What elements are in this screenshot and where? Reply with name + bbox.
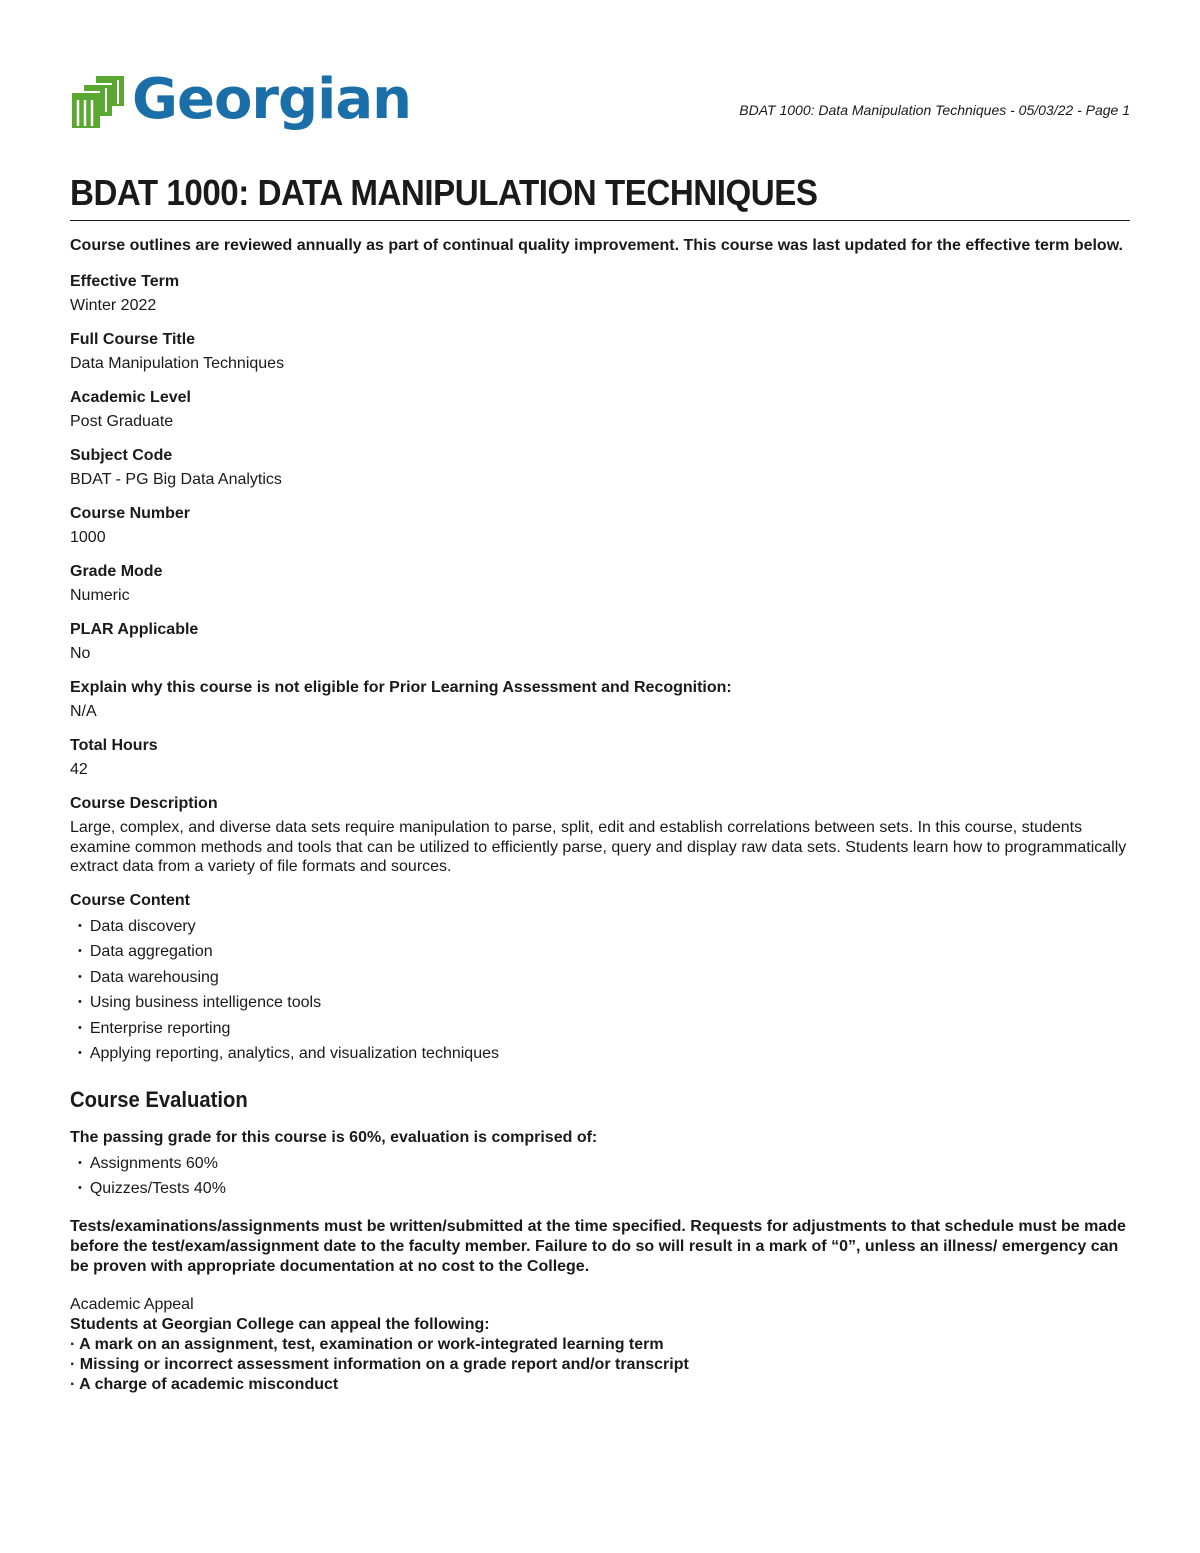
course-description: [70, 794, 1130, 877]
field-label: Course Content: [70, 891, 190, 909]
list-item: • Data discovery: [78, 915, 1130, 941]
field-label: Course Description: [70, 795, 218, 812]
list-item: • Data warehousing: [78, 966, 1130, 992]
field-plar-applicable: [70, 620, 1130, 664]
passing-grade-text: The passing grade for this course is 60%, evaluation is comprised of:: [70, 1128, 598, 1146]
logo-wordmark: Georgian: [132, 67, 411, 132]
field-subject-code: [70, 446, 1130, 490]
list-item: • Enterprise reporting: [78, 1017, 1130, 1043]
field-value: 1000: [70, 529, 106, 546]
course-content: [70, 891, 1130, 1068]
field-plar-explanation: [70, 678, 1130, 722]
field-label: Full Course Title: [70, 331, 196, 348]
page-title: BDAT 1000: DATA MANIPULATION TECHNIQUES: [70, 172, 1130, 221]
appeal-line: · Missing or incorrect assessment information on a grade report and/or transcript: [70, 1355, 689, 1373]
field-total-hours: [70, 736, 1130, 780]
course-outline: [70, 236, 1130, 1395]
field-value: 42: [70, 761, 88, 778]
list-item: • Data aggregation: [78, 940, 1130, 966]
georgian-logo: [70, 67, 411, 132]
section-heading-evaluation: Course Evaluation: [70, 1086, 248, 1112]
academic-appeal: [70, 1295, 1130, 1395]
appeal-line: · A mark on an assignment, test, examination or work-integrated learning term: [70, 1335, 664, 1353]
field-label: Total Hours: [70, 737, 158, 754]
field-value: Post Graduate: [70, 413, 174, 430]
field-value: Winter 2022: [70, 297, 157, 314]
list-item: • Using business intelligence tools: [78, 991, 1130, 1017]
field-effective-term: [70, 272, 1130, 316]
field-grade-mode: [70, 562, 1130, 606]
field-value: N/A: [70, 703, 97, 720]
page-header: [70, 67, 1130, 150]
field-academic-level: [70, 388, 1130, 432]
field-value: Numeric: [70, 587, 130, 604]
field-label: Effective Term: [70, 273, 180, 290]
field-label: PLAR Applicable: [70, 621, 199, 638]
evaluation-policy: Tests/examinations/assignments must be written/submitted at the time specified. Requests for adjustments to that schedule must be made before the test/exam/assignment date to the faculty member. Failure to do so will result in a mark of “0”, unless an illness/ emergency can be proven with appropriate documentation at no cost to the College.: [70, 1217, 1126, 1275]
content-list: [70, 915, 1130, 1068]
field-label: Explain why this course is not eligible for Prior Learning Assessment and Recognition:: [70, 679, 732, 696]
field-label: Course Number: [70, 505, 191, 522]
field-label: Academic Level: [70, 389, 191, 406]
field-label: Subject Code: [70, 447, 173, 464]
running-head: BDAT 1000: Data Manipulation Techniques - 05/03/22 - Page 1: [739, 102, 1130, 118]
field-label: Grade Mode: [70, 563, 163, 580]
list-item: • Applying reporting, analytics, and visualization techniques: [78, 1042, 1130, 1068]
field-value: Data Manipulation Techniques: [70, 355, 285, 372]
field-course-number: [70, 504, 1130, 548]
field-value: No: [70, 645, 91, 662]
appeal-line: Students at Georgian College can appeal the following:: [70, 1315, 490, 1333]
field-full-course-title: [70, 330, 1130, 374]
appeal-line: · A charge of academic misconduct: [70, 1375, 339, 1393]
field-value: BDAT - PG Big Data Analytics: [70, 471, 282, 488]
description-text: Large, complex, and diverse data sets require manipulation to parse, split, edit and establish correlations between sets. In this course, students examine common methods and tools that can be utilized to efficiently parse, query and display raw data sets. Students learn how to programmatically extract data from a variety of file formats and sources.: [70, 819, 1127, 875]
intro-text: Course outlines are reviewed annually as part of continual quality improvement. This course was last updated for the effective term below.: [70, 237, 1123, 254]
list-item: • Assignments 60%: [78, 1152, 1130, 1178]
evaluation-list: [70, 1152, 1130, 1203]
list-item: • Quizzes/Tests 40%: [78, 1177, 1130, 1203]
appeal-label: Academic Appeal: [70, 1295, 194, 1313]
georgian-logo-icon: [70, 70, 126, 130]
